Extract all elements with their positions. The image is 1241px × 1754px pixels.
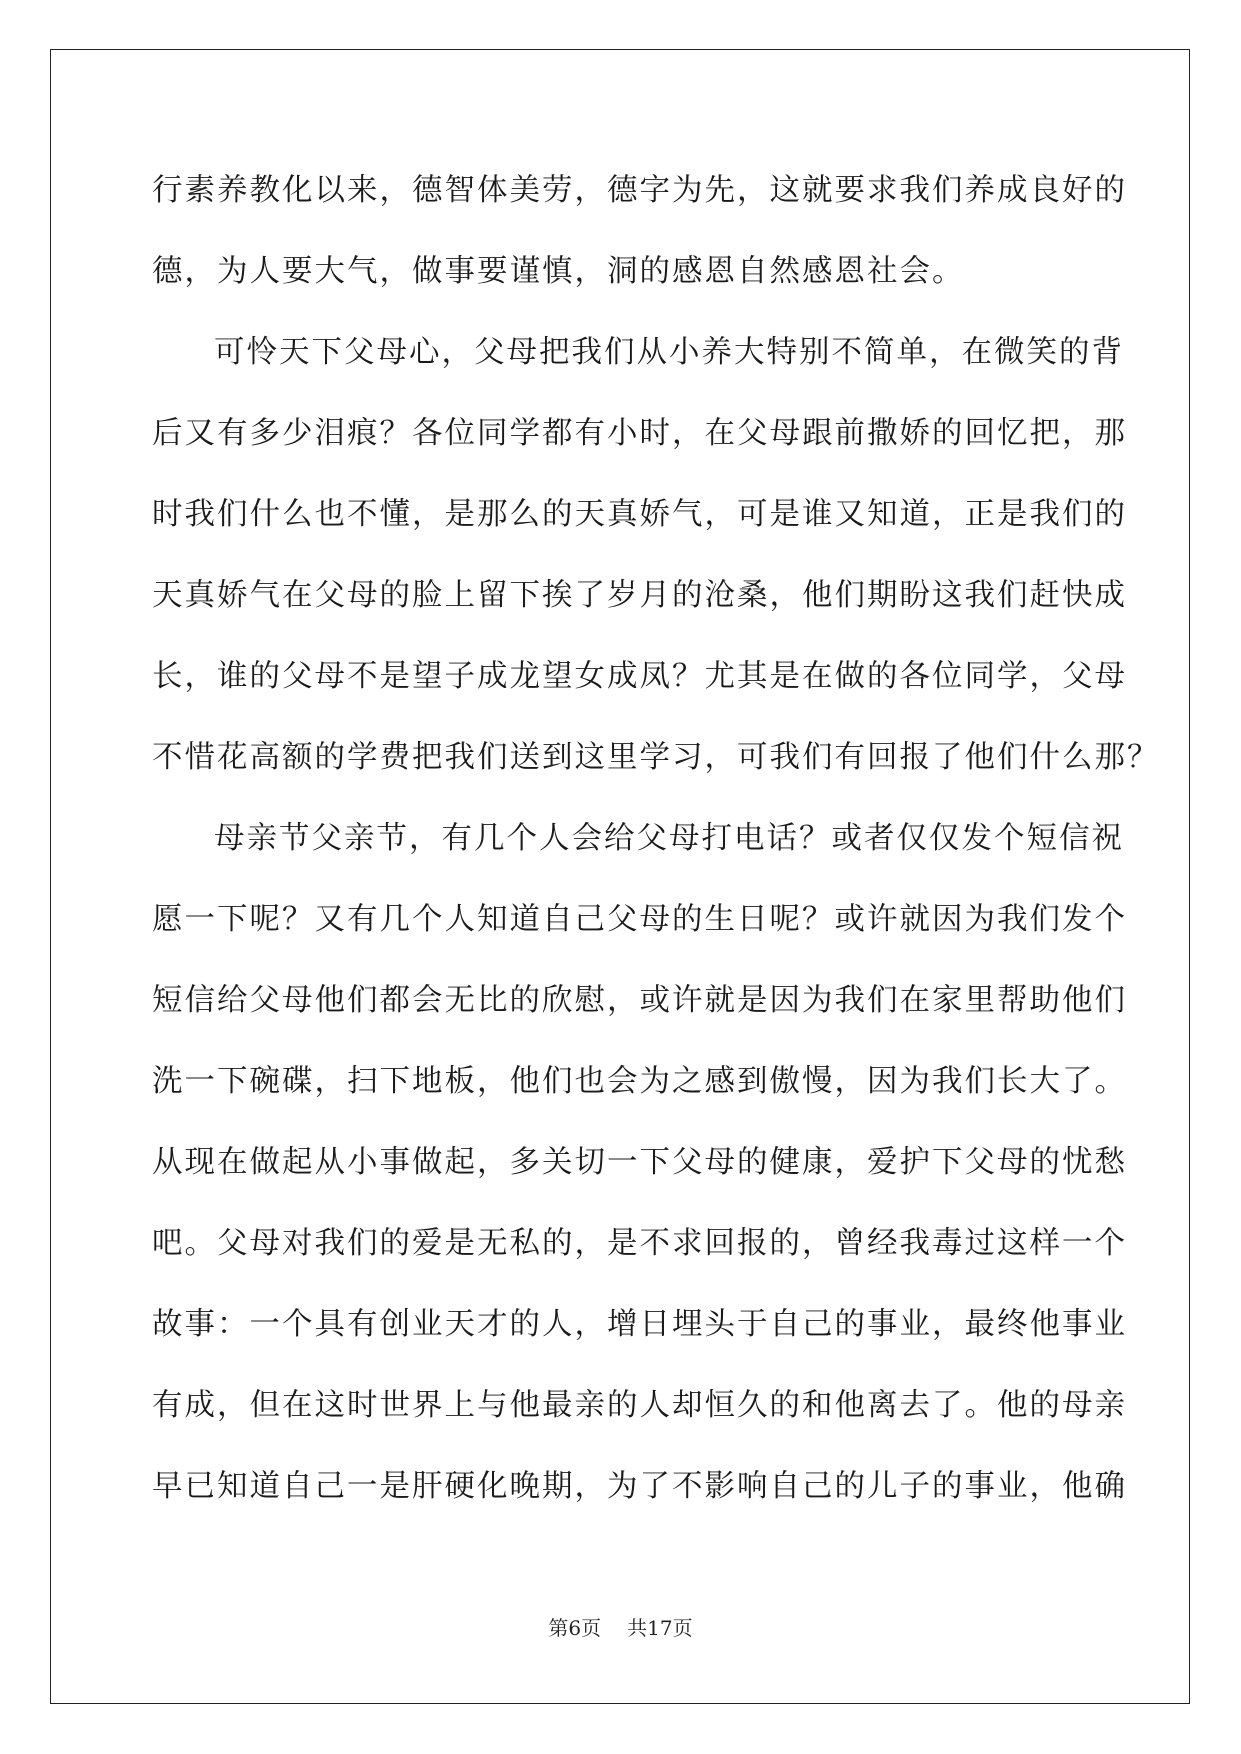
page-number: 第6页 — [548, 1616, 602, 1640]
text-line: 时我们什么也不懂，是那么的天真娇气，可是谁又知道，正是我们的 — [152, 497, 1127, 532]
text-line: 后又有多少泪痕？各位同学都有小时，在父母跟前撒娇的回忆把，那 — [152, 416, 1127, 451]
text-line: 行素养教化以来，德智体美劳，德字为先，这就要求我们养成良好的 — [152, 173, 1127, 208]
page-total: 共17页 — [627, 1616, 693, 1640]
document-body — [152, 159, 1160, 1536]
text-line: 愿一下呢？又有几个人知道自己父母的生日呢？或许就因为我们发个 — [152, 902, 1127, 937]
paragraph-start-line: 可怜天下父母心，父母把我们从小养大特别不简单，在微笑的背 — [214, 335, 1124, 370]
text-line: 天真娇气在父母的脸上留下挨了岁月的沧桑，他们期盼这我们赶快成 — [152, 578, 1127, 613]
text-line: 德，为人要大气，做事要谨慎，洞的感恩自然感恩社会。 — [152, 254, 965, 289]
text-line: 长，谁的父母不是望子成龙望女成凤？尤其是在做的各位同学，父母 — [152, 659, 1127, 694]
paragraph-start-line: 母亲节父亲节，有几个人会给父母打电话？或者仅仅发个短信祝 — [214, 821, 1124, 856]
text-line: 不惜花高额的学费把我们送到这里学习，可我们有回报了他们什么那？ — [152, 740, 1160, 775]
text-line: 从现在做起从小事做起，多关切一下父母的健康，爱护下父母的忧愁 — [152, 1145, 1127, 1180]
text-line: 早已知道自己一是肝硬化晚期，为了不影响自己的儿子的事业，他确 — [152, 1469, 1127, 1504]
text-line: 故事：一个具有创业天才的人，增日埋头于自己的事业，最终他事业 — [152, 1307, 1127, 1342]
text-line: 有成，但在这时世界上与他最亲的人却恒久的和他离去了。他的母亲 — [152, 1388, 1127, 1423]
text-line: 吧。父母对我们的爱是无私的，是不求回报的，曾经我毒过这样一个 — [152, 1226, 1127, 1261]
page-footer — [0, 1612, 1241, 1641]
text-line: 洗一下碗碟，扫下地板，他们也会为之感到傲慢，因为我们长大了。 — [152, 1064, 1127, 1099]
text-line: 短信给父母他们都会无比的欣慰，或许就是因为我们在家里帮助他们 — [152, 983, 1127, 1018]
